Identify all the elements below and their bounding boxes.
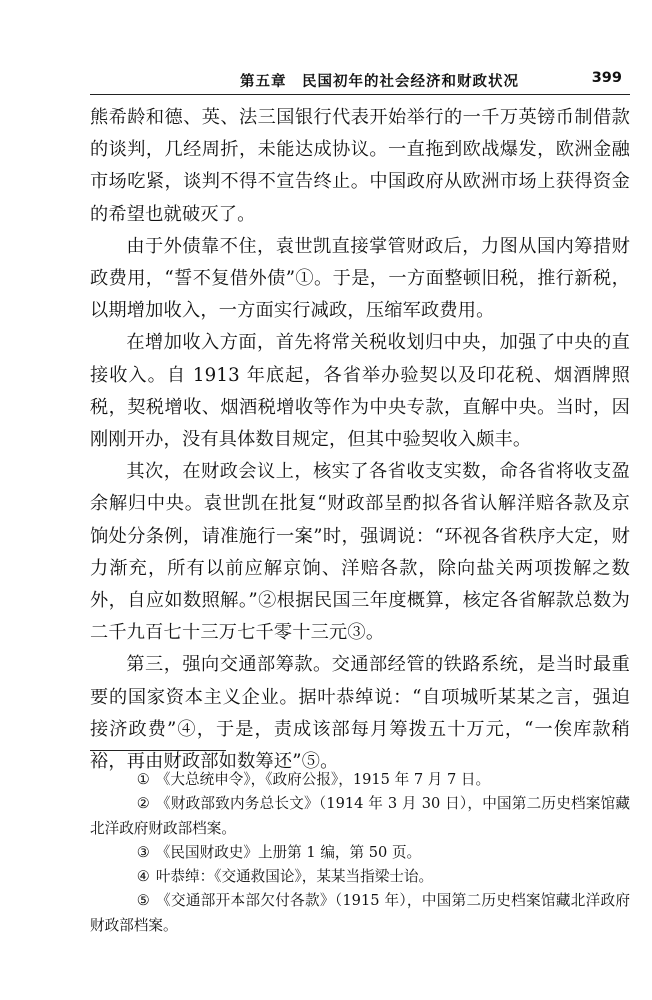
footnote-text: 叶恭绰：《交通救国论》，某某当指梁士诒。: [155, 868, 434, 886]
footnote-4: [90, 865, 630, 889]
paragraph-5: 第三，强向交通部筹款。交通部经管的铁路系统，是当时最重要的国家资本主义企业。据叶恭绰说：“自项城听某某之言，强迫接济政费”④，于是，责成该部每月筹拨五十万元，“一俟库款稍裕，再由财政部如数筹还”⑤。: [90, 654, 630, 773]
paragraph-3: 在增加收入方面，首先将常关税收划归中央，加强了中央的直接收入。自 1913 年底起，各省举办验契以及印花税、烟酒牌照税，契税增收、烟酒税增收等作为中央专款，直解中央。当时，因刚刚开办，没有具体数目规定，但其中验契收入颇丰。: [90, 332, 630, 451]
footnote-mark: ④: [136, 868, 150, 886]
running-header: [90, 66, 630, 95]
footnote-text: 《大总统申令》，《政府公报》，1915 年 7 月 7 日。: [155, 771, 491, 788]
footnote-2: [90, 792, 630, 841]
footnote-text: 《交通部开本部欠付各款》（1915 年），中国第二历史档案馆藏北洋政府财政部档案。: [90, 892, 630, 934]
paragraph-4: 其次，在财政会议上，核实了各省收支实数，命各省将收支盈余解归中央。袁世凯在批复“财政部呈酌拟各省认解洋赔各款及京饷处分条例，请准施行一案”时，强调说：“环视各省秩序大定，财力渐充，所有以前应解京饷、洋赔各款，除向盐关两项拨解之数外，自应如数照解。”②根据民国三年度概算，核定各省解款总数为二千九百七十三万七千零十三元③。: [90, 461, 630, 644]
footnote-5: [90, 889, 630, 938]
footnotes: [90, 768, 630, 938]
footnote-divider: [90, 750, 226, 751]
chapter-title: 第五章 民国初年的社会经济和财政状况: [240, 74, 519, 90]
footnote-mark: ⑤: [136, 892, 150, 910]
body-text: [90, 102, 630, 778]
footnote-3: [90, 841, 630, 865]
footnote-mark: ①: [136, 771, 150, 788]
footnote-mark: ③: [136, 843, 150, 861]
page-number: 399: [591, 70, 622, 86]
paragraph-1: 熊希龄和德、英、法三国银行代表开始举行的一千万英镑币制借款的谈判，几经周折，未能达成协议。一直拖到欧战爆发，欧洲金融市场吃紧，谈判不得不宣告终止。中国政府从欧洲市场上获得资金的希望也就破灭了。: [90, 107, 630, 225]
footnote-text: 《民国财政史》上册第 1 编，第 50 页。: [155, 843, 422, 861]
footnote-text: 《财政部致内务总长文》（1914 年 3 月 30 日），中国第二历史档案馆藏北洋政府财政部档案。: [90, 795, 630, 837]
footnote-1: [90, 768, 630, 792]
footnote-mark: ②: [136, 795, 150, 813]
paragraph-2: 由于外债靠不住，袁世凯直接掌管财政后，力图从国内筹措财政费用，“誓不复借外债”①。于是，一方面整顿旧税，推行新税，以期增加收入，一方面实行减政，压缩军政费用。: [90, 235, 630, 322]
